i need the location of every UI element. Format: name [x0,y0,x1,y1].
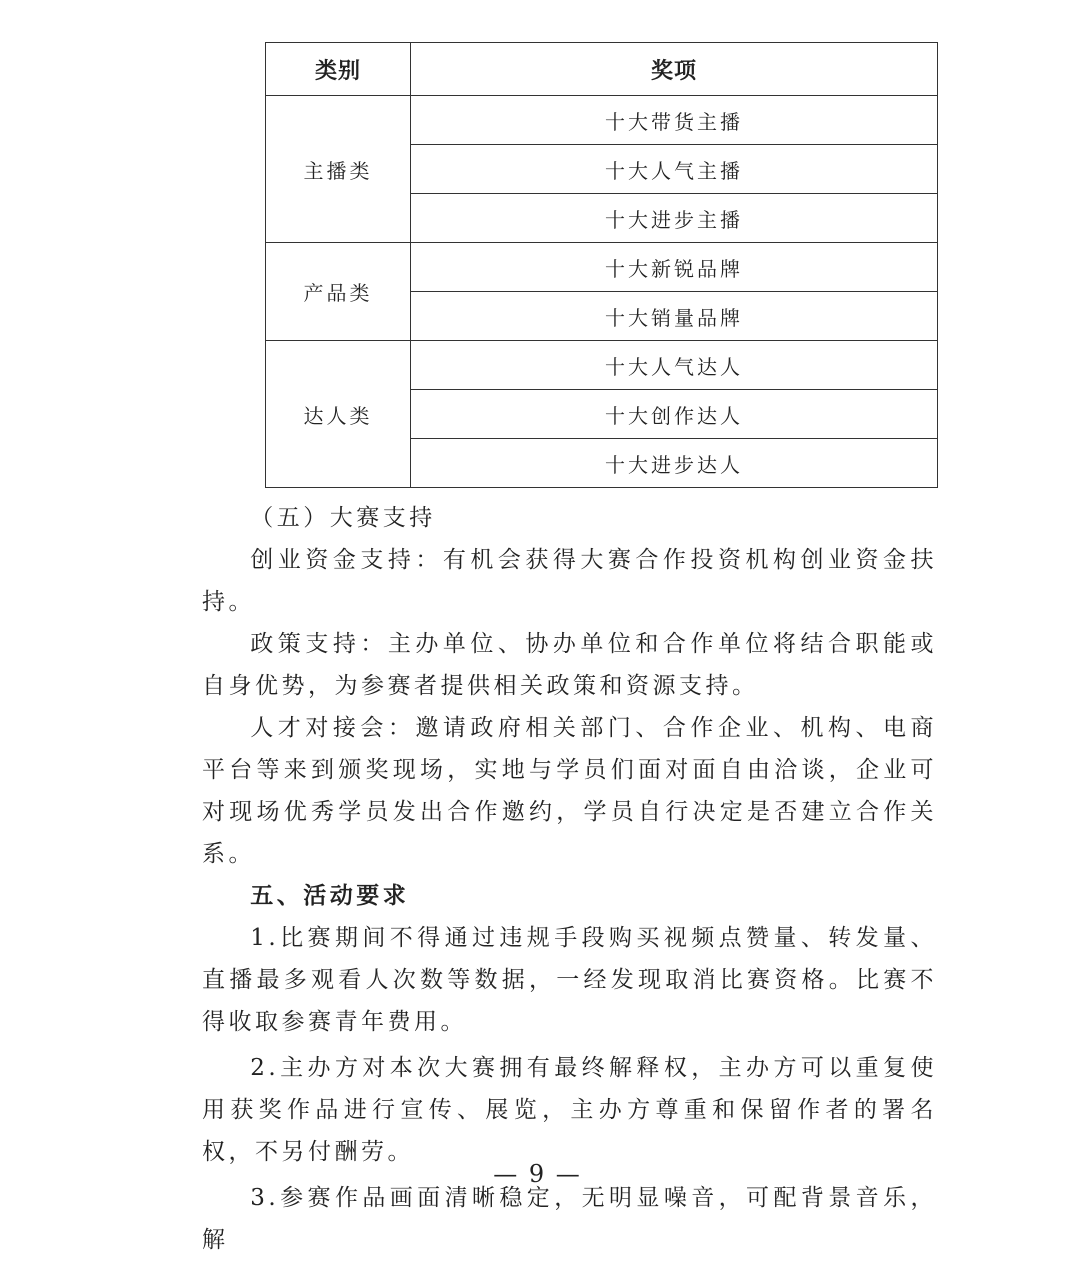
table-row [266,341,938,390]
table-row [266,243,938,292]
paragraph: 创业资金支持：有机会获得大赛合作投资机构创业资金扶持。 [202,547,937,615]
award-cell: 十大新锐品牌 [411,243,938,292]
paragraph: 人才对接会：邀请政府相关部门、合作企业、机构、电商平台等来到颁奖现场，实地与学员们面对面自由洽谈，企业可对现场优秀学员发出合作邀约，学员自行决定是否建立合作关系。 [202,715,937,867]
paragraph: 1.比赛期间不得通过违规手段购买视频点赞量、转发量、直播最多观看人次数等数据，一经发现取消比赛资格。比赛不得收取参赛青年费用。 [202,925,937,1035]
subsection-heading: （五）大赛支持 [250,505,436,531]
table-row [266,96,938,145]
award-cell: 十大带货主播 [411,96,938,145]
paragraph: 3.参赛作品画面清晰稳定，无明显噪音，可配背景音乐，解 [202,1185,937,1253]
category-cell: 达人类 [266,341,411,488]
awards-table [265,42,938,488]
paragraph: 政策支持：主办单位、协办单位和合作单位将结合职能或自身优势，为参赛者提供相关政策和资源支持。 [202,631,937,699]
award-cell: 十大人气主播 [411,145,938,194]
award-cell: 十大进步达人 [411,439,938,488]
header-category: 类别 [266,43,411,96]
header-award: 奖项 [411,43,938,96]
page-number: — 9 — [493,1160,582,1188]
category-cell: 产品类 [266,243,411,341]
document-body [202,497,937,1261]
section-heading: 五、活动要求 [250,883,410,909]
award-cell: 十大创作达人 [411,390,938,439]
award-cell: 十大进步主播 [411,194,938,243]
paragraph: 2.主办方对本次大赛拥有最终解释权，主办方可以重复使用获奖作品进行宣传、展览，主办方尊重和保留作者的署名权，不另付酬劳。 [202,1055,937,1165]
table-header-row [266,43,938,96]
award-cell: 十大销量品牌 [411,292,938,341]
award-cell: 十大人气达人 [411,341,938,390]
category-cell: 主播类 [266,96,411,243]
